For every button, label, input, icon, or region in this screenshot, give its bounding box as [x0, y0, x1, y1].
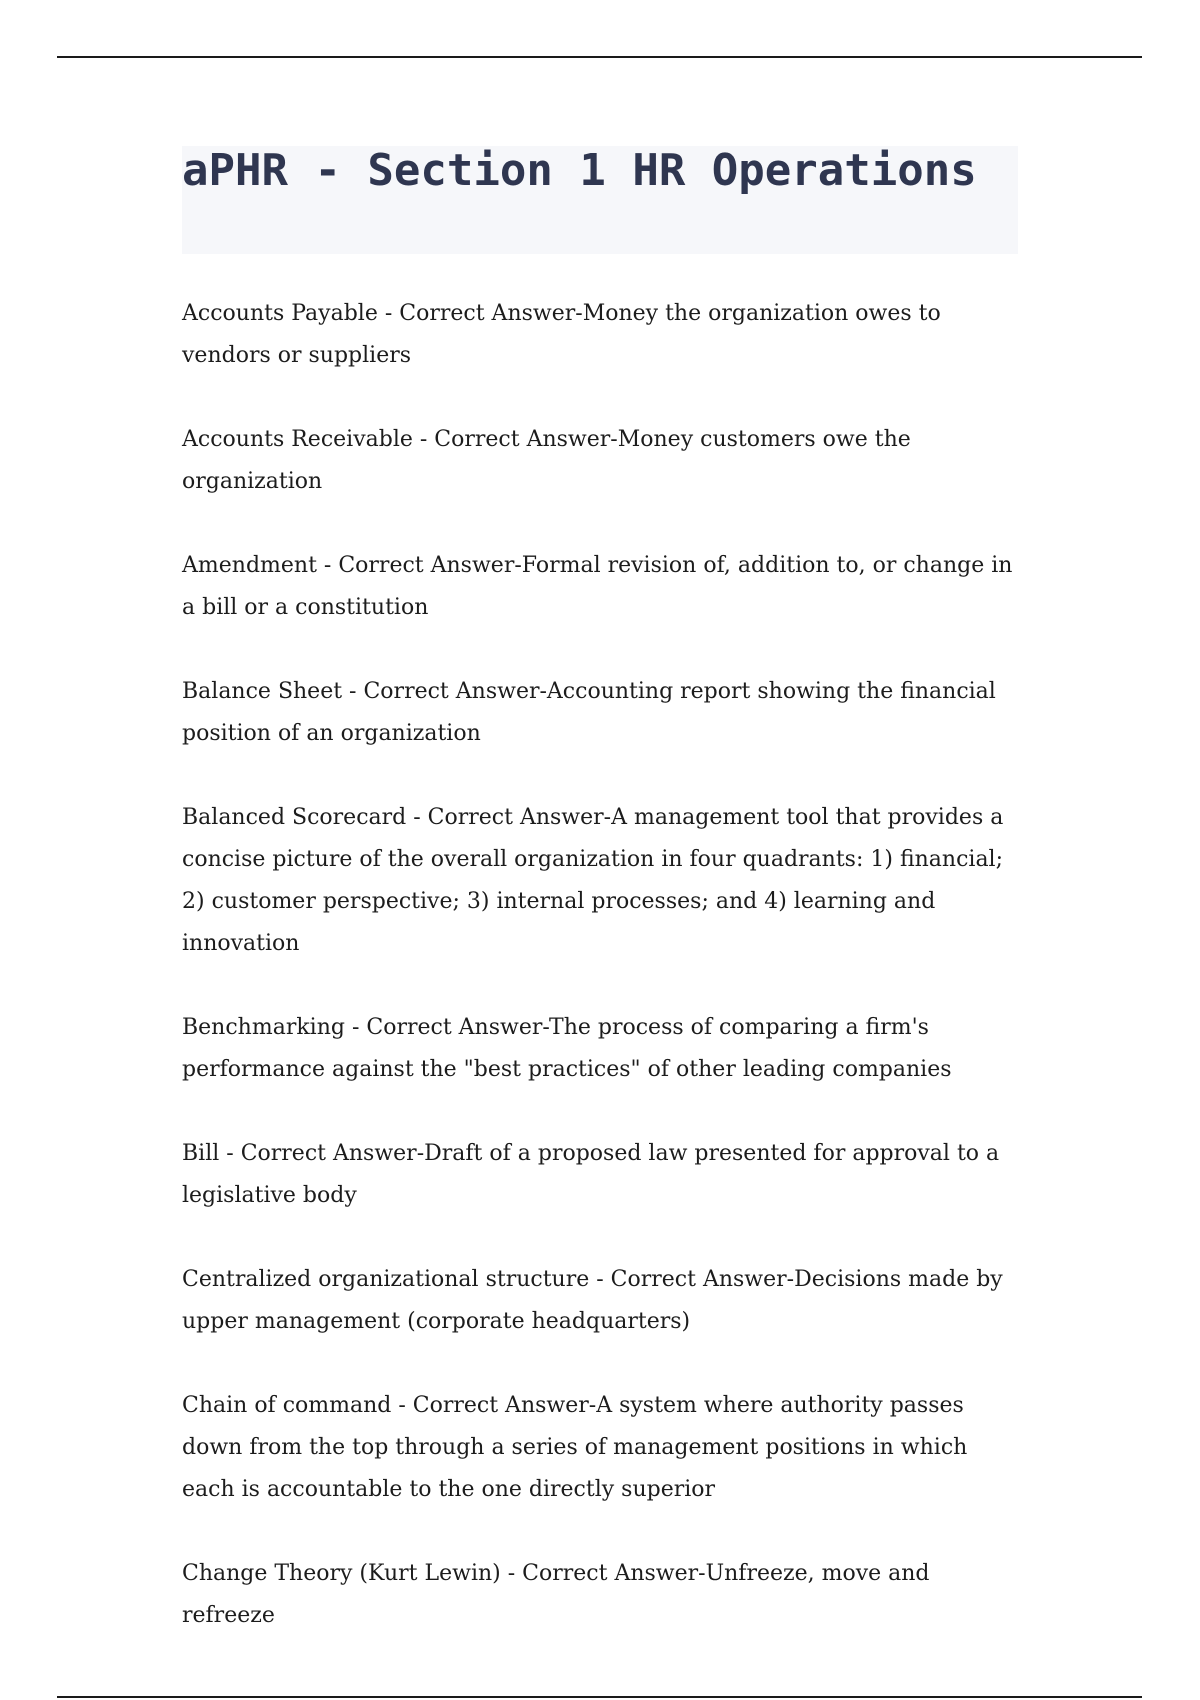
top-divider	[57, 56, 1142, 58]
glossary-entry: Balanced Scorecard - Correct Answer-A management tool that provides a concise picture of the overall organization in four quadrants: 1) financial; 2) customer perspective; 3) internal processes; and 4) learning and innovation	[182, 805, 1004, 956]
glossary-entry: Bill - Correct Answer-Draft of a proposed law presented for approval to a legislative body	[182, 1141, 1000, 1208]
glossary-entry: Balance Sheet - Correct Answer-Accounting report showing the financial position of an organization	[182, 679, 996, 746]
page-title: aPHR - Section 1 HR Operations	[182, 145, 977, 196]
glossary-entry: Chain of command - Correct Answer-A system where authority passes down from the top through a series of management positions in which each is accountable to the one directly superior	[182, 1393, 968, 1502]
bottom-divider	[57, 1696, 1142, 1698]
title-block	[182, 146, 1018, 254]
glossary-entry: Amendment - Correct Answer-Formal revision of, addition to, or change in a bill or a constitution	[182, 553, 1013, 620]
glossary-entry: Accounts Payable - Correct Answer-Money the organization owes to vendors or suppliers	[182, 301, 941, 368]
glossary-entry: Change Theory (Kurt Lewin) - Correct Answer-Unfreeze, move and refreeze	[182, 1561, 930, 1628]
glossary-entry: Accounts Receivable - Correct Answer-Money customers owe the organization	[182, 427, 911, 494]
glossary-entry: Benchmarking - Correct Answer-The process of comparing a firm's performance against the "best practices" of other leading companies	[182, 1015, 952, 1082]
glossary-entry: Centralized organizational structure - Correct Answer-Decisions made by upper management (corporate headquarters)	[182, 1267, 1003, 1334]
glossary-list	[182, 293, 1022, 1679]
